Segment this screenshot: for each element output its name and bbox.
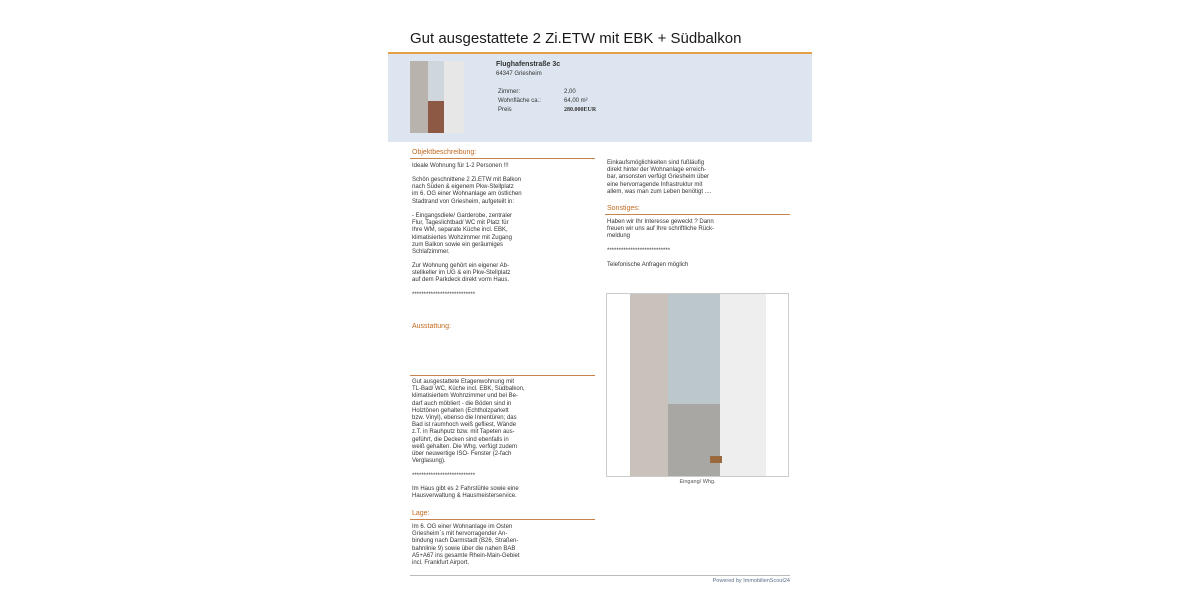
ausstattung-paragraph-2: Im Haus gibt es 2 Fahrstühle sowie eine Hausverwaltung & Hausmeisterservice. [412, 486, 519, 500]
lage-paragraph-1: Im 6. OG einer Wohnanlage im Osten Griesheim`s mit hervorragender An- bindung nach Darmstadt (B26, Straßen- bahnlinie 9) sowie über die nahen BAB A5+A67 ins gesamte Rhein-Main-Gebiet incl. Frankfurt Airport. [412, 524, 520, 567]
section-rule [605, 214, 790, 215]
footer-rule [410, 575, 790, 576]
address-street: Flughafenstraße 3c [496, 61, 561, 68]
photo-caption: Eingang/ Whg. [679, 479, 716, 485]
section-heading-lage: Lage: [412, 510, 430, 517]
objekt-paragraph-2: Schön geschnittene 2 Zi.ETW mit Balkon nach Süden & eigenem Pkw-Stellplatz im 6. OG einer Wohnanlage am östlichen Stadtrand von Griesheim, aufgeteilt in: [412, 177, 522, 205]
fact-value-price: 280.000EUR [564, 107, 597, 113]
lage-continued-paragraph: Einkaufsmöglichkeiten sind fußläufig direkt hinter der Wohnanlage erreich- bar, ansonsten verfügt Griesheim über eine hervorragende Infrastruktur mit allem, was man zum Leben benötigt .... [607, 160, 712, 195]
sonstiges-paragraph-1: Haben wir Ihr Interesse geweckt ? Dann freuen wir uns auf Ihre schriftliche Rück- meldung [607, 219, 715, 240]
ausstattung-paragraph-1: Gut ausgestattete Etagenwohnung mit TL-Bad/ WC, Küche incl. EBK, Südbalkon, klimatisiertem Wohnzimmer und bei Be- darf auch möbliert - die Böden sind in Holztönen gehalten (Echtholzparkett bzw. Vinyl), ebenso die Innentüren; das Bad ist raumhoch weiß gefliest, Wände z.T. in Rauhputz bzw. mit Tapeten aus- geführt, die Decken sind ebenfalls in weiß gehalten. Die Whg. verfügt zudem über neuwertige ISO- Fenster (2-fach Verglasung). [412, 379, 525, 465]
section-heading-sonstiges: Sonstiges: [607, 205, 640, 212]
fact-label-area: Wohnfläche ca.: [498, 98, 541, 104]
address-city: 64347 Griesheim [496, 71, 542, 77]
listing-header [388, 52, 812, 142]
fact-value-area: 64,00 m² [564, 98, 588, 104]
sonstiges-stars: *************************** [607, 248, 671, 254]
section-rule [410, 158, 595, 159]
fact-label-rooms: Zimmer: [498, 89, 520, 95]
powered-by-link[interactable]: Powered by ImmobilienScout24 [712, 578, 790, 584]
objekt-paragraph-4: Zur Wohnung gehört ein eigener Ab- stellkeller im UG & ein Pkw-Stellplatz auf dem Parkdeck direkt vorm Haus. [412, 263, 511, 284]
section-rule [410, 375, 595, 376]
objekt-stars: *************************** [412, 292, 476, 298]
fact-label-price: Preis [498, 107, 512, 113]
objekt-paragraph-1: Ideale Wohnung für 1-2 Personen !!! [412, 163, 509, 169]
section-rule [410, 519, 595, 520]
listing-thumbnail[interactable] [410, 61, 464, 133]
fact-value-rooms: 2,00 [564, 89, 576, 95]
page-title: Gut ausgestattete 2 Zi.ETW mit EBK + Südbalkon [410, 30, 742, 47]
objekt-paragraph-3: - Eingangsdiele/ Garderobe, zentraler Flur, Tageslichtbad/ WC mit Platz für Ihre WM, separate Küche incl. EBK, klimatisiertes Wohzimmer mit Zugang zum Balkon sowie ein geräumiges Schlafzimmer. [412, 213, 513, 256]
ausstattung-stars: *************************** [412, 473, 476, 479]
section-heading-objekt: Objektbeschreibung: [412, 149, 477, 156]
section-heading-ausstattung: Ausstattung: [412, 323, 451, 330]
listing-photo[interactable] [606, 293, 789, 477]
sonstiges-paragraph-2: Telefonische Anfragen möglich [607, 262, 689, 268]
